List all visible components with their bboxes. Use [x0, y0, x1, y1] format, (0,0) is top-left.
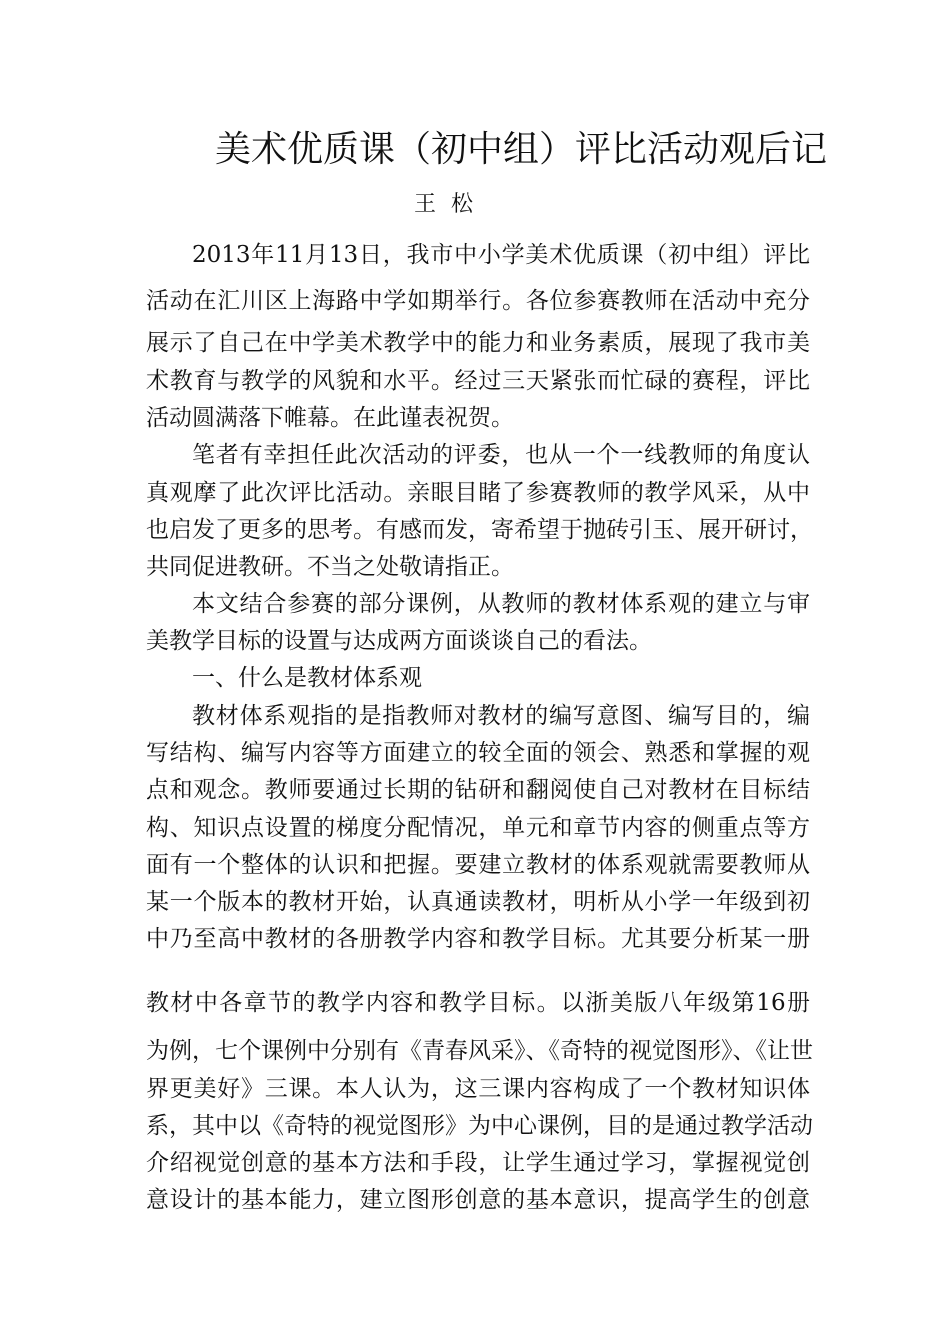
text-line: 展示了自己在中学美术教学中的能力和业务素质，展现了我市美 — [146, 330, 810, 356]
text-line: 写结构、编写内容等方面建立的较全面的领会、熟悉和掌握的观 — [146, 740, 810, 766]
section-heading: 一、什么是教材体系观 — [192, 665, 422, 691]
text-line: 也启发了更多的思考。有感而发，寄希望于抛砖引玉、展开研讨， — [146, 517, 813, 543]
text-line: 为例，七个课例中分别有《青春风采》、《奇特的视觉图形》、《让世 — [146, 1038, 813, 1064]
text-line: 构、知识点设置的梯度分配情况，单元和章节内容的侧重点等方 — [146, 815, 810, 841]
text-line: 真观摩了此次评比活动。亲眼目睹了参赛教师的教学风采，从中 — [146, 480, 810, 506]
text-line: 笔者有幸担任此次活动的评委，也从一个一线教师的角度认 — [192, 442, 810, 468]
text-line: 某一个版本的教材开始，认真通读教材，明析从小学一年级到初 — [146, 889, 810, 915]
text-line: 教材中各章节的教学内容和教学目标。以浙美版八年级第16册 — [146, 990, 810, 1016]
text-line: 意设计的基本能力，建立图形创意的基本意识，提高学生的创意 — [146, 1187, 810, 1213]
document-author: 王 松 — [414, 192, 477, 217]
text-line: 介绍视觉创意的基本方法和手段，让学生通过学习，掌握视觉创 — [146, 1150, 810, 1176]
text-line: 界更美好》三课。本人认为，这三课内容构成了一个教材知识体 — [146, 1076, 810, 1102]
text-line: 面有一个整体的认识和把握。要建立教材的体系观就需要教师从 — [146, 852, 810, 878]
text-line: 活动圆满落下帷幕。在此谨表祝贺。 — [146, 405, 514, 431]
text-line: 术教育与教学的风貌和水平。经过三天紧张而忙碌的赛程，评比 — [146, 368, 810, 394]
text-line: 教材体系观指的是指教师对教材的编写意图、编写目的，编 — [192, 703, 810, 729]
text-line: 点和观念。教师要通过长期的钻研和翻阅使自己对教材在目标结 — [146, 777, 810, 803]
text-line: 系，其中以《奇特的视觉图形》为中心课例，目的是通过教学活动 — [146, 1113, 813, 1139]
text-line: 活动在汇川区上海路中学如期举行。各位参赛教师在活动中充分 — [146, 288, 810, 314]
text-line: 2013年11月13日，我市中小学美术优质课（初中组）评比 — [192, 242, 810, 268]
text-line: 中乃至高中教材的各册教学内容和教学目标。尤其要分析某一册 — [146, 926, 810, 952]
text-line: 美教学目标的设置与达成两方面谈谈自己的看法。 — [146, 628, 652, 654]
text-line: 本文结合参赛的部分课例，从教师的教材体系观的建立与审 — [192, 591, 810, 617]
text-line: 共同促进教研。不当之处敬请指正。 — [146, 554, 514, 580]
document-title: 美术优质课（初中组）评比活动观后记 — [215, 129, 828, 170]
